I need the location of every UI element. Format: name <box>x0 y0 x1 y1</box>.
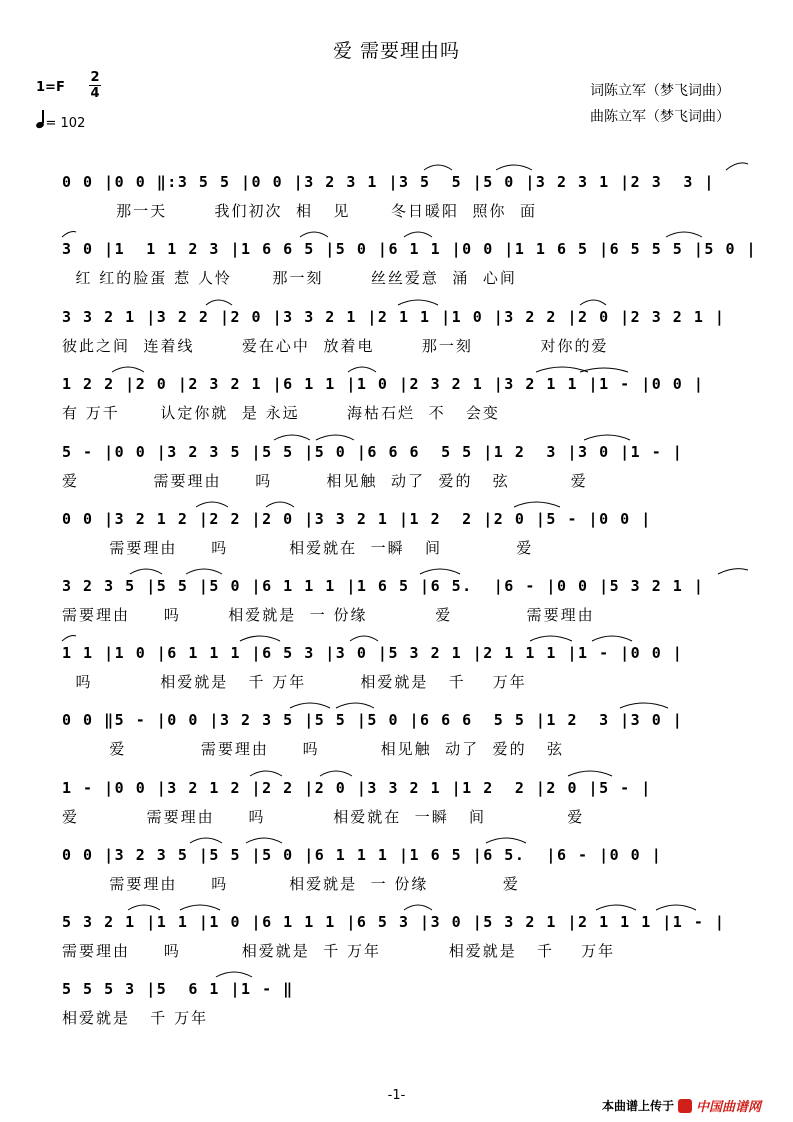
lyric-row: 有 万千 认定你就 是 永远 海枯石烂 不 会变 <box>62 404 500 422</box>
lyric-row: 彼此之间 连着线 爱在心中 放着电 那一刻 对你的爱 <box>62 337 609 355</box>
lyric-row: 需要理由 吗 相爱就是 千 万年 相爱就是 千 万年 <box>62 942 616 960</box>
notation-row: 1 2 2 |2 0 |2 3 2 1 |6 1 1 |1 0 |2 3 2 1 |3 2 1 1 |1 - |0 0 | <box>62 375 705 393</box>
site-name[interactable]: 中国曲谱网 <box>696 1100 762 1115</box>
note-stem <box>42 110 44 123</box>
notation-row: 3 2 3 5 |5 5 |5 0 |6 1 1 1 |1 6 5 |6 5. |6 - |0 0 |5 3 2 1 | <box>62 577 705 595</box>
notation-row: 0 0 ‖5 - |0 0 |3 2 3 5 |5 5 |5 0 |6 6 6 5 5 |1 2 3 |3 0 | <box>62 711 684 729</box>
tempo-marking <box>36 114 85 131</box>
page-number: -1- <box>387 1088 406 1103</box>
time-signature <box>88 70 102 101</box>
lyric-row: 相爱就是 千 万年 <box>62 1009 209 1027</box>
notation-row: 5 5 5 3 |5 6 1 |1 - ‖ <box>62 980 294 998</box>
song-title: 爱 需要理由吗 <box>332 40 461 62</box>
site-logo-icon <box>678 1099 692 1113</box>
lyric-row: 需要理由 吗 相爱就是 一 份缘 爱 <box>62 875 520 893</box>
notation-row: 0 0 |3 2 3 5 |5 5 |5 0 |6 1 1 1 |1 6 5 |6 5. |6 - |0 0 | <box>62 846 663 864</box>
lyric-row: 吗 相爱就是 千 万年 相爱就是 千 万年 <box>62 673 527 691</box>
notation-row: 1 - |0 0 |3 2 1 2 |2 2 |2 0 |3 3 2 1 |1 2 2 |2 0 |5 - | <box>62 779 652 797</box>
time-signature-top: 2 <box>90 70 100 85</box>
music-credit: 曲陈立军（梦飞词曲） <box>590 109 730 125</box>
notation-row: 1 1 |1 0 |6 1 1 1 |6 5 3 |3 0 |5 3 2 1 |2 1 1 1 |1 - |0 0 | <box>62 644 684 662</box>
lyrics-credit: 词陈立军（梦飞词曲） <box>590 83 730 99</box>
lyric-row: 需要理由 吗 相爱就是 一 份缘 爱 需要理由 <box>62 606 595 624</box>
lyric-row: 爱 需要理由 吗 相爱就在 一瞬 间 爱 <box>62 808 585 826</box>
notation-row: 3 0 |1 1 1 2 3 |1 6 6 5 |5 0 |6 1 1 |0 0 |1 1 6 5 |6 5 5 5 |5 0 | <box>62 240 758 258</box>
notation-row: 3 3 2 1 |3 2 2 |2 0 |3 3 2 1 |2 1 1 |1 0 |3 2 2 |2 0 |2 3 2 1 | <box>62 308 726 326</box>
slur <box>726 163 748 170</box>
time-signature-bottom: 4 <box>90 86 100 101</box>
key-signature: 1=F <box>36 80 65 95</box>
lyric-row: 爱 需要理由 吗 相见触 动了 爱的 弦 <box>62 740 564 758</box>
notation-row: 0 0 |3 2 1 2 |2 2 |2 0 |3 3 2 1 |1 2 2 |2 0 |5 - |0 0 | <box>62 510 652 528</box>
lyric-row: 爱 需要理由 吗 相见触 动了 爱的 弦 爱 <box>62 472 588 490</box>
site-footer <box>602 1096 761 1115</box>
notation-row: 0 0 |0 0 ‖:3 5 5 |0 0 |3 2 3 1 |3 5 5 |5 0 |3 2 3 1 |2 3 3 | <box>62 173 715 191</box>
tempo-value: = 102 <box>45 116 86 131</box>
lyric-row: 需要理由 吗 相爱就在 一瞬 间 爱 <box>62 539 534 557</box>
notation-row: 5 - |0 0 |3 2 3 5 |5 5 |5 0 |6 6 6 5 5 |1 2 3 |3 0 |1 - | <box>62 443 684 461</box>
notation-row: 5 3 2 1 |1 1 |1 0 |6 1 1 1 |6 5 3 |3 0 |5 3 2 1 |2 1 1 1 |1 - | <box>62 913 726 931</box>
lyric-row: 红 红的脸蛋 惹 人怜 那一刻 丝丝爱意 涌 心间 <box>62 269 517 287</box>
upload-label: 本曲谱上传于 <box>602 1099 675 1113</box>
lyric-row: 那一天 我们初次 相 见 冬日暖阳 照你 面 <box>62 202 538 220</box>
